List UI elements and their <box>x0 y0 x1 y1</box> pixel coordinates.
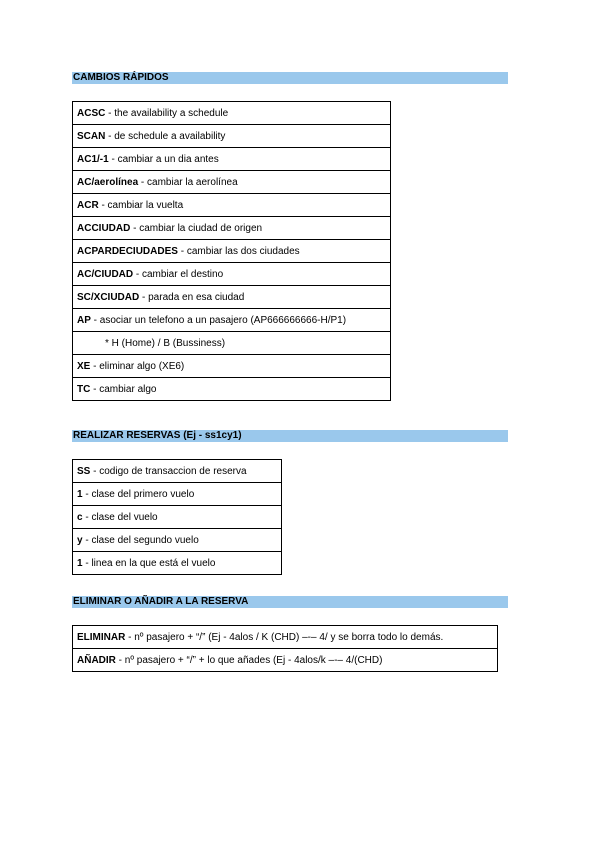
table-row <box>73 309 391 332</box>
command-desc: - cambiar la ciudad de origen <box>130 222 263 234</box>
table-realizar-reservas <box>72 459 282 575</box>
command-desc: - nº pasajero + “/” (Ej - 4alos / K (CHD) –-– 4/ y se borra todo lo demás. <box>125 631 444 643</box>
command-desc: - cambiar a un dia antes <box>108 153 219 165</box>
section-header-eliminar-anadir: ELIMINAR O AÑADIR A LA RESERVA <box>72 596 508 608</box>
table-row <box>73 460 282 483</box>
table-row <box>73 171 391 194</box>
table-row <box>73 649 498 672</box>
command-desc: - parada en esa ciudad <box>139 291 245 303</box>
section-header-realizar-reservas: REALIZAR RESERVAS (Ej - ss1cy1) <box>72 430 508 442</box>
table-row <box>73 378 391 401</box>
command-desc: - nº pasajero + “/” + lo que añades (Ej - 4alos/k –-– 4/(CHD) <box>115 654 383 666</box>
table-row <box>73 102 391 125</box>
command-desc: - asociar un telefono a un pasajero (AP666666666-H/P1) <box>90 314 347 326</box>
command-code: ACPARDECIUDADES <box>77 245 178 257</box>
command-code: SCAN <box>77 130 106 142</box>
command-code: ACR <box>77 199 99 211</box>
command-desc: - codigo de transaccion de reserva <box>90 465 247 477</box>
command-desc: - the availability a schedule <box>105 107 229 119</box>
command-desc: - linea en la que está el vuelo <box>82 557 216 569</box>
command-desc: - cambiar algo <box>90 383 157 395</box>
command-code: y <box>77 534 83 546</box>
command-code: AP <box>77 314 91 326</box>
table-cambios-rapidos <box>72 101 391 401</box>
table-row <box>73 217 391 240</box>
table-row <box>73 626 498 649</box>
table-eliminar-anadir <box>72 625 498 672</box>
command-code: SS <box>77 465 91 477</box>
command-code: AC/CIUDAD <box>77 268 134 280</box>
command-code: SC/XCIUDAD <box>77 291 140 303</box>
command-desc: - eliminar algo (XE6) <box>90 360 185 372</box>
command-code: 1 <box>77 557 83 569</box>
command-code: ELIMINAR <box>77 631 126 643</box>
table-row <box>73 125 391 148</box>
table-row <box>73 240 391 263</box>
table-row <box>73 552 282 575</box>
command-code: c <box>77 511 83 523</box>
command-desc: - clase del vuelo <box>82 511 158 523</box>
command-desc: - clase del primero vuelo <box>82 488 195 500</box>
table-row <box>73 483 282 506</box>
command-code: AC/aerolínea <box>77 176 139 188</box>
table-row <box>73 194 391 217</box>
command-code: TC <box>77 383 91 395</box>
command-desc: - de schedule a availability <box>105 130 226 142</box>
command-code: AÑADIR <box>77 654 116 666</box>
table-row <box>73 506 282 529</box>
command-code: XE <box>77 360 91 372</box>
table-row <box>73 332 391 355</box>
command-desc: - cambiar las dos ciudades <box>177 245 300 257</box>
command-desc: - cambiar la vuelta <box>98 199 184 211</box>
command-desc: - cambiar el destino <box>133 268 224 280</box>
command-desc: - clase del segundo vuelo <box>82 534 199 546</box>
section-header-cambios-rapidos: CAMBIOS RÁPIDOS <box>72 72 508 84</box>
command-desc: - cambiar la aerolínea <box>138 176 238 188</box>
command-code: ACSC <box>77 107 106 119</box>
command-code: AC1/-1 <box>77 153 109 165</box>
table-row <box>73 148 391 171</box>
command-note: * H (Home) / B (Bussiness) <box>105 337 226 349</box>
command-code: ACCIUDAD <box>77 222 131 234</box>
table-row <box>73 529 282 552</box>
command-code: 1 <box>77 488 83 500</box>
table-row <box>73 263 391 286</box>
table-row <box>73 286 391 309</box>
table-row <box>73 355 391 378</box>
